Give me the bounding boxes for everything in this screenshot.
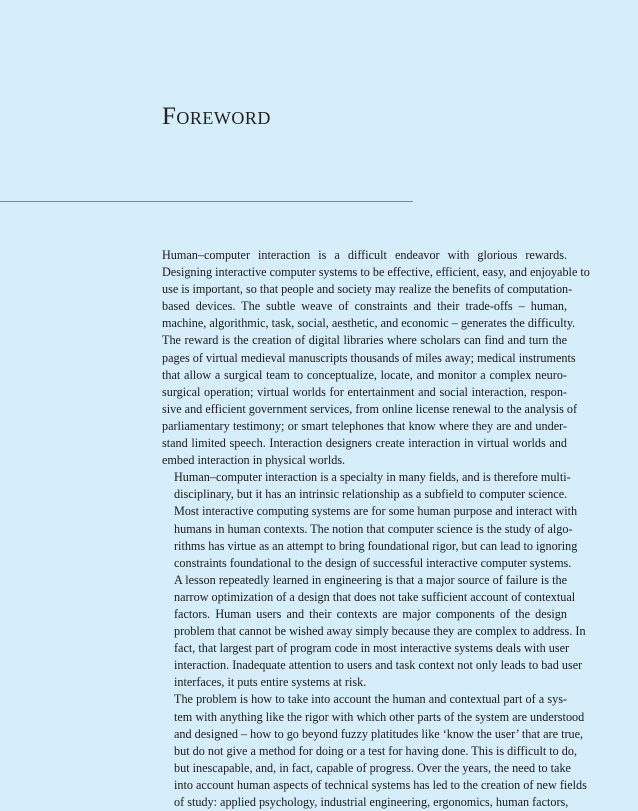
text-line: tem with anything like the rigor with which other parts of the system are understood (174, 709, 585, 724)
text-line: humans in human contexts. The notion that computer science is the study of algo- (174, 521, 573, 536)
text-line: fact, that largest part of program code in most interactive systems deals with user (174, 641, 570, 656)
text-line: pages of virtual medieval manuscripts thousands of miles away; medical instruments (162, 350, 576, 365)
text-line: A lesson repeatedly learned in engineering is that a major source of failure is the (174, 572, 567, 587)
text-line: Human–computer interaction is a difficult endeavor with glorious rewards. (162, 248, 567, 262)
paragraph-1 (162, 247, 590, 469)
text-line: stand limited speech. Interaction designers create interaction in virtual worlds and (162, 436, 567, 451)
text-line: interaction. Inadequate attention to users and task context not only leads to bad user (174, 658, 583, 673)
text-line: into account human aspects of technical systems has led to the creation of new fields (174, 777, 587, 792)
text-line: problem that cannot be wished away simply because they are complex to address. In (174, 624, 586, 639)
text-line: constraints foundational to the design of successful interactive computer systems. (174, 555, 572, 570)
body-text (162, 247, 590, 811)
text-line: disciplinary, but it has an intrinsic relationship as a subfield to computer science. (174, 487, 568, 502)
text-line: factors. Human users and their contexts are major components of the design (174, 606, 567, 621)
text-line: that allow a surgical team to conceptualize, locate, and monitor a complex neuro- (162, 367, 567, 382)
text-line: Human–computer interaction is a specialty in many fields, and is therefore multi- (174, 470, 571, 485)
text-line: narrow optimization of a design that does not take sufficient account of contextual (174, 589, 576, 604)
text-line: but do not give a method for doing or a test for having done. This is difficult to do, (174, 743, 578, 758)
text-line: use is important, so that people and society may realize the benefits of computation- (162, 282, 573, 297)
text-line: The problem is how to take into account the human and contextual part of a sys- (174, 692, 567, 707)
text-line: interfaces, it puts entire systems at risk. (174, 675, 367, 690)
paragraph-3 (162, 691, 587, 811)
text-line: of study: applied psychology, industrial engineering, ergonomics, human factors, (174, 795, 569, 809)
page-title: Foreword (162, 103, 271, 130)
text-line: parliamentary testimony; or smart telephones that know where they are and under- (162, 418, 567, 433)
text-line: The reward is the creation of digital libraries where scholars can find and turn the (162, 333, 567, 348)
text-line: rithms has virtue as an attempt to bring foundational rigor, but can lead to ignoring (174, 538, 578, 553)
title-rule (0, 201, 413, 202)
text-line: embed interaction in physical worlds. (162, 453, 346, 468)
text-line: based devices. The subtle weave of constraints and their trade-offs – human, (162, 299, 567, 314)
paragraph-2 (162, 469, 586, 691)
text-line: Most interactive computing systems are for some human purpose and interact with (174, 504, 578, 519)
text-line: but inescapable, and, in fact, capable of progress. Over the years, the need to take (174, 760, 571, 775)
text-line: Designing interactive computer systems to be effective, efficient, easy, and enjoyable to (162, 265, 590, 280)
text-line: machine, algorithmic, task, social, aesthetic, and economic – generates the difficulty. (162, 316, 576, 331)
text-line: sive and efficient government services, from online license renewal to the analysis of (162, 401, 578, 416)
text-line: and designed – how to go beyond fuzzy platitudes like ‘know the user’ that are true, (174, 726, 584, 741)
text-line: surgical operation; virtual worlds for entertainment and social interaction, respon- (162, 384, 567, 399)
